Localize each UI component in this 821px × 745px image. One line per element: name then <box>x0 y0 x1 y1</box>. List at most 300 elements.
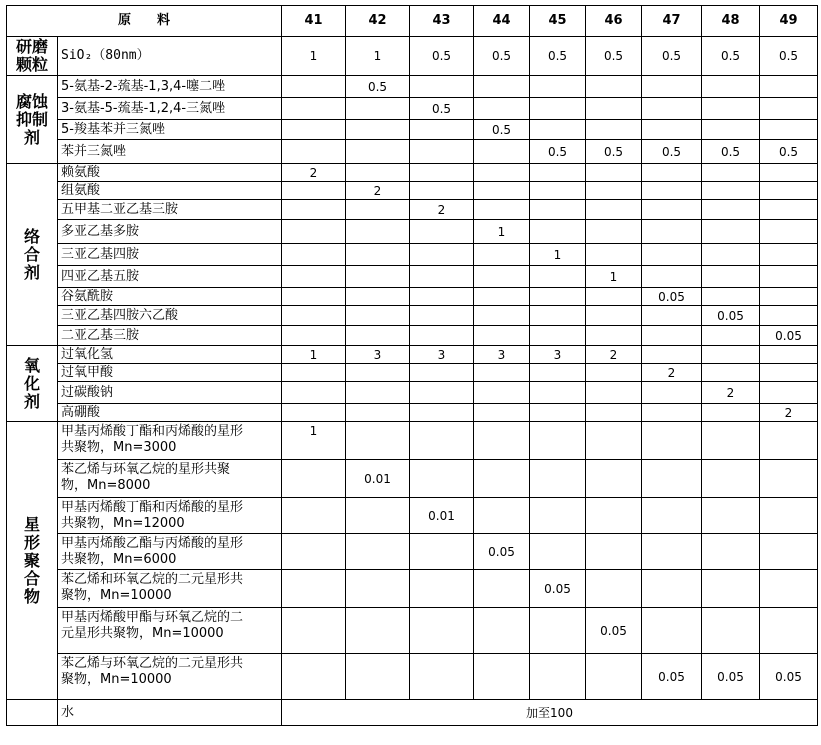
value-cell <box>760 422 818 460</box>
value-cell <box>530 288 586 306</box>
category-label: 星形聚合物 <box>23 514 40 606</box>
material-name-line1: 苯乙烯和环氧乙烷的二元星形共 <box>61 572 244 587</box>
value-cell <box>346 326 410 346</box>
value-cell <box>642 346 702 364</box>
value-cell <box>282 570 346 608</box>
value-cell <box>530 422 586 460</box>
value-cell <box>346 164 410 182</box>
value-cell <box>586 288 642 306</box>
value-cell: 0.5 <box>346 76 410 98</box>
material-name <box>58 608 282 654</box>
value-cell <box>642 570 702 608</box>
value-cell: 1 <box>474 220 530 244</box>
value-cell <box>346 608 410 654</box>
value-cell <box>586 460 642 498</box>
value-cell: 0.5 <box>586 140 642 164</box>
value-cell <box>410 76 474 98</box>
value-cell <box>474 498 530 534</box>
value-cell <box>642 164 702 182</box>
category-complexing <box>7 164 58 346</box>
value-cell <box>530 266 586 288</box>
value-cell: 2 <box>410 200 474 220</box>
value-cell: 3 <box>530 346 586 364</box>
table-row <box>7 266 818 288</box>
value-cell <box>760 382 818 404</box>
value-cell: 0.05 <box>642 288 702 306</box>
material-name: 三亚乙基四胺六乙酸 <box>58 306 282 326</box>
value-cell <box>346 220 410 244</box>
table-row <box>7 244 818 266</box>
value-cell <box>346 534 410 570</box>
water-row <box>7 700 818 726</box>
value-cell <box>346 266 410 288</box>
table-row <box>7 140 818 164</box>
column-header: 47 <box>642 6 702 37</box>
value-cell <box>410 140 474 164</box>
value-cell <box>410 120 474 140</box>
value-cell <box>410 220 474 244</box>
value-cell <box>346 422 410 460</box>
material-name-line1: 甲基丙烯酸乙酯与丙烯酸的星形 <box>61 536 244 551</box>
value-cell <box>586 76 642 98</box>
value-cell <box>760 534 818 570</box>
table-row <box>7 364 818 382</box>
value-cell <box>702 200 760 220</box>
material-name: 五甲基二亚乙基三胺 <box>58 200 282 220</box>
value-cell: 0.05 <box>760 326 818 346</box>
value-cell: 1 <box>282 422 346 460</box>
value-cell <box>282 654 346 700</box>
value-cell <box>642 534 702 570</box>
value-cell <box>410 244 474 266</box>
value-cell <box>760 460 818 498</box>
water-value: 加至100 <box>282 700 818 726</box>
value-cell <box>282 306 346 326</box>
table-row <box>7 98 818 120</box>
value-cell <box>474 200 530 220</box>
value-cell <box>586 534 642 570</box>
value-cell <box>530 404 586 422</box>
value-cell <box>410 182 474 200</box>
table-row <box>7 37 818 76</box>
value-cell <box>642 608 702 654</box>
value-cell <box>410 570 474 608</box>
value-cell <box>702 534 760 570</box>
value-cell <box>474 570 530 608</box>
value-cell: 0.01 <box>410 498 474 534</box>
value-cell <box>530 460 586 498</box>
category-star <box>7 422 58 700</box>
value-cell <box>586 364 642 382</box>
value-cell <box>642 200 702 220</box>
material-name: 四亚乙基五胺 <box>58 266 282 288</box>
value-cell <box>586 382 642 404</box>
value-cell <box>760 346 818 364</box>
value-cell <box>410 306 474 326</box>
material-name-line2: 共聚物，Mn=3000 <box>61 440 177 455</box>
material-name: 二亚乙基三胺 <box>58 326 282 346</box>
value-cell <box>282 326 346 346</box>
column-header: 43 <box>410 6 474 37</box>
value-cell <box>530 364 586 382</box>
material-name-line1: 苯乙烯与环氧乙烷的星形共聚 <box>61 462 231 477</box>
category-corrosion <box>7 76 58 164</box>
value-cell <box>760 220 818 244</box>
table-row <box>7 306 818 326</box>
value-cell <box>410 326 474 346</box>
value-cell <box>346 306 410 326</box>
value-cell <box>474 164 530 182</box>
value-cell <box>282 120 346 140</box>
value-cell <box>282 220 346 244</box>
value-cell: 1 <box>586 266 642 288</box>
value-cell <box>530 608 586 654</box>
value-cell <box>346 364 410 382</box>
value-cell <box>474 422 530 460</box>
value-cell <box>346 288 410 306</box>
value-cell <box>642 220 702 244</box>
value-cell <box>586 98 642 120</box>
value-cell <box>282 460 346 498</box>
value-cell <box>282 98 346 120</box>
value-cell: 3 <box>346 346 410 364</box>
material-name <box>58 422 282 460</box>
material-name: 组氨酸 <box>58 182 282 200</box>
material-name: 高硼酸 <box>58 404 282 422</box>
value-cell <box>282 182 346 200</box>
value-cell <box>760 98 818 120</box>
value-cell <box>474 404 530 422</box>
value-cell <box>410 422 474 460</box>
value-cell <box>586 306 642 326</box>
value-cell <box>346 140 410 164</box>
value-cell <box>702 460 760 498</box>
material-name: 谷氨酰胺 <box>58 288 282 306</box>
category-label: 氧化剂 <box>23 355 40 411</box>
value-cell <box>282 244 346 266</box>
value-cell: 0.05 <box>760 654 818 700</box>
column-header: 44 <box>474 6 530 37</box>
value-cell <box>530 498 586 534</box>
value-cell <box>760 164 818 182</box>
value-cell <box>642 498 702 534</box>
table-row <box>7 654 818 700</box>
value-cell <box>702 76 760 98</box>
value-cell <box>530 182 586 200</box>
value-cell <box>586 498 642 534</box>
value-cell <box>346 98 410 120</box>
value-cell <box>586 570 642 608</box>
value-cell <box>282 200 346 220</box>
value-cell <box>474 654 530 700</box>
value-cell <box>642 266 702 288</box>
value-cell <box>702 608 760 654</box>
value-cell: 2 <box>346 182 410 200</box>
value-cell <box>530 200 586 220</box>
value-cell <box>530 326 586 346</box>
material-name: 赖氨酸 <box>58 164 282 182</box>
value-cell: 1 <box>282 346 346 364</box>
column-header: 41 <box>282 6 346 37</box>
table-row <box>7 404 818 422</box>
value-cell <box>410 534 474 570</box>
value-cell: 0.5 <box>474 37 530 76</box>
value-cell <box>642 182 702 200</box>
value-cell <box>642 76 702 98</box>
value-cell <box>702 404 760 422</box>
value-cell <box>530 76 586 98</box>
value-cell <box>702 164 760 182</box>
value-cell <box>702 182 760 200</box>
value-cell: 1 <box>530 244 586 266</box>
value-cell <box>530 220 586 244</box>
value-cell <box>410 266 474 288</box>
material-name-line1: 甲基丙烯酸丁酯和丙烯酸的星形 <box>61 424 244 439</box>
value-cell <box>282 608 346 654</box>
value-cell <box>586 326 642 346</box>
table-row <box>7 608 818 654</box>
material-name: 5-氨基-2-巯基-1,3,4-噻二唑 <box>58 76 282 98</box>
value-cell <box>760 266 818 288</box>
value-cell <box>530 534 586 570</box>
value-cell <box>702 266 760 288</box>
value-cell <box>346 200 410 220</box>
value-cell <box>346 570 410 608</box>
table-row <box>7 164 818 182</box>
material-header: 原 料 <box>7 6 282 37</box>
formulation-table <box>6 5 818 726</box>
value-cell: 0.05 <box>474 534 530 570</box>
material-name: SiO₂（80nm） <box>58 37 282 76</box>
column-header: 49 <box>760 6 818 37</box>
value-cell: 0.5 <box>642 37 702 76</box>
value-cell: 0.5 <box>530 140 586 164</box>
value-cell <box>474 140 530 164</box>
value-cell: 0.5 <box>760 140 818 164</box>
material-name <box>58 570 282 608</box>
material-name-line2: 物，Mn=8000 <box>61 478 151 493</box>
value-cell <box>346 244 410 266</box>
material-name-line2: 共聚物，Mn=12000 <box>61 516 185 531</box>
value-cell: 0.05 <box>702 306 760 326</box>
value-cell <box>586 244 642 266</box>
material-name: 过碳酸钠 <box>58 382 282 404</box>
value-cell <box>586 200 642 220</box>
value-cell: 0.5 <box>586 37 642 76</box>
value-cell <box>586 654 642 700</box>
value-cell <box>586 422 642 460</box>
value-cell <box>760 364 818 382</box>
material-name: 三亚乙基四胺 <box>58 244 282 266</box>
value-cell: 2 <box>702 382 760 404</box>
value-cell: 1 <box>282 37 346 76</box>
header-row <box>7 6 818 37</box>
value-cell <box>282 382 346 404</box>
table-row <box>7 534 818 570</box>
value-cell <box>702 346 760 364</box>
value-cell <box>282 140 346 164</box>
value-cell: 0.5 <box>410 37 474 76</box>
table-row <box>7 200 818 220</box>
value-cell <box>702 288 760 306</box>
value-cell <box>586 120 642 140</box>
material-name-line1: 苯乙烯与环氧乙烷的二元星形共 <box>61 656 244 671</box>
value-cell <box>760 200 818 220</box>
value-cell <box>642 404 702 422</box>
value-cell: 2 <box>282 164 346 182</box>
value-cell <box>346 404 410 422</box>
table-row <box>7 382 818 404</box>
value-cell <box>410 164 474 182</box>
value-cell: 0.05 <box>642 654 702 700</box>
value-cell <box>410 654 474 700</box>
value-cell: 2 <box>586 346 642 364</box>
table-row <box>7 422 818 460</box>
value-cell: 0.5 <box>702 37 760 76</box>
column-header: 42 <box>346 6 410 37</box>
value-cell <box>282 266 346 288</box>
value-cell <box>282 288 346 306</box>
category-label: 研磨颗粒 <box>15 37 48 74</box>
value-cell: 2 <box>642 364 702 382</box>
value-cell <box>586 182 642 200</box>
value-cell <box>474 288 530 306</box>
value-cell <box>346 382 410 404</box>
material-name: 多亚乙基多胺 <box>58 220 282 244</box>
table-row <box>7 182 818 200</box>
value-cell <box>530 98 586 120</box>
value-cell <box>642 382 702 404</box>
value-cell <box>702 98 760 120</box>
value-cell <box>530 654 586 700</box>
value-cell <box>530 164 586 182</box>
water-name: 水 <box>58 700 282 726</box>
value-cell <box>346 120 410 140</box>
value-cell: 0.5 <box>702 140 760 164</box>
column-header: 46 <box>586 6 642 37</box>
material-name-line1: 甲基丙烯酸甲酯与环氧乙烷的二 <box>61 610 244 625</box>
value-cell <box>410 460 474 498</box>
value-cell: 0.5 <box>642 140 702 164</box>
value-cell <box>282 76 346 98</box>
value-cell <box>474 460 530 498</box>
material-name: 过氧甲酸 <box>58 364 282 382</box>
table-row <box>7 220 818 244</box>
value-cell <box>760 244 818 266</box>
value-cell <box>410 364 474 382</box>
category-grinding <box>7 37 58 76</box>
value-cell <box>760 570 818 608</box>
value-cell <box>410 404 474 422</box>
value-cell <box>702 244 760 266</box>
value-cell: 0.05 <box>702 654 760 700</box>
value-cell <box>530 382 586 404</box>
material-name: 3-氨基-5-巯基-1,2,4-三氮唑 <box>58 98 282 120</box>
value-cell <box>474 608 530 654</box>
value-cell <box>760 120 818 140</box>
table-row <box>7 498 818 534</box>
material-name: 苯并三氮唑 <box>58 140 282 164</box>
value-cell: 0.05 <box>530 570 586 608</box>
value-cell <box>760 288 818 306</box>
category-label: 腐蚀抑制剂 <box>15 91 48 147</box>
category-label: 络合剂 <box>23 226 40 282</box>
value-cell <box>702 422 760 460</box>
value-cell <box>282 364 346 382</box>
material-name <box>58 460 282 498</box>
value-cell <box>474 306 530 326</box>
value-cell <box>642 98 702 120</box>
column-header: 45 <box>530 6 586 37</box>
value-cell <box>474 244 530 266</box>
value-cell <box>702 364 760 382</box>
value-cell <box>474 326 530 346</box>
value-cell <box>346 498 410 534</box>
material-name-line2: 共聚物，Mn=6000 <box>61 552 177 567</box>
value-cell: 3 <box>410 346 474 364</box>
value-cell <box>642 244 702 266</box>
value-cell <box>410 382 474 404</box>
value-cell <box>702 570 760 608</box>
value-cell: 0.5 <box>530 37 586 76</box>
table-row <box>7 460 818 498</box>
value-cell <box>530 306 586 326</box>
value-cell <box>642 460 702 498</box>
value-cell <box>474 266 530 288</box>
value-cell: 0.5 <box>760 37 818 76</box>
table-row <box>7 288 818 306</box>
value-cell: 0.5 <box>474 120 530 140</box>
value-cell <box>702 326 760 346</box>
value-cell <box>474 364 530 382</box>
material-name <box>58 498 282 534</box>
value-cell <box>410 608 474 654</box>
material-name-line2: 元星形共聚物，Mn=10000 <box>61 626 224 641</box>
value-cell <box>702 120 760 140</box>
value-cell <box>760 306 818 326</box>
value-cell <box>642 326 702 346</box>
value-cell <box>760 76 818 98</box>
material-name: 5-羧基苯并三氮唑 <box>58 120 282 140</box>
value-cell <box>642 306 702 326</box>
value-cell <box>702 498 760 534</box>
material-name-line2: 聚物，Mn=10000 <box>61 672 172 687</box>
table-row <box>7 76 818 98</box>
value-cell <box>282 534 346 570</box>
value-cell <box>586 164 642 182</box>
value-cell <box>760 498 818 534</box>
value-cell <box>282 404 346 422</box>
column-header: 48 <box>702 6 760 37</box>
value-cell: 0.05 <box>586 608 642 654</box>
value-cell <box>282 498 346 534</box>
table-row <box>7 570 818 608</box>
category-oxidant <box>7 346 58 422</box>
material-name-line1: 甲基丙烯酸丁酯和丙烯酸的星形 <box>61 500 244 515</box>
value-cell <box>642 120 702 140</box>
value-cell <box>474 98 530 120</box>
value-cell <box>410 288 474 306</box>
value-cell: 0.5 <box>410 98 474 120</box>
material-name <box>58 534 282 570</box>
value-cell: 2 <box>760 404 818 422</box>
material-name: 过氧化氢 <box>58 346 282 364</box>
value-cell <box>530 120 586 140</box>
value-cell: 0.01 <box>346 460 410 498</box>
table-row <box>7 326 818 346</box>
material-name-line2: 聚物，Mn=10000 <box>61 588 172 603</box>
value-cell: 1 <box>346 37 410 76</box>
